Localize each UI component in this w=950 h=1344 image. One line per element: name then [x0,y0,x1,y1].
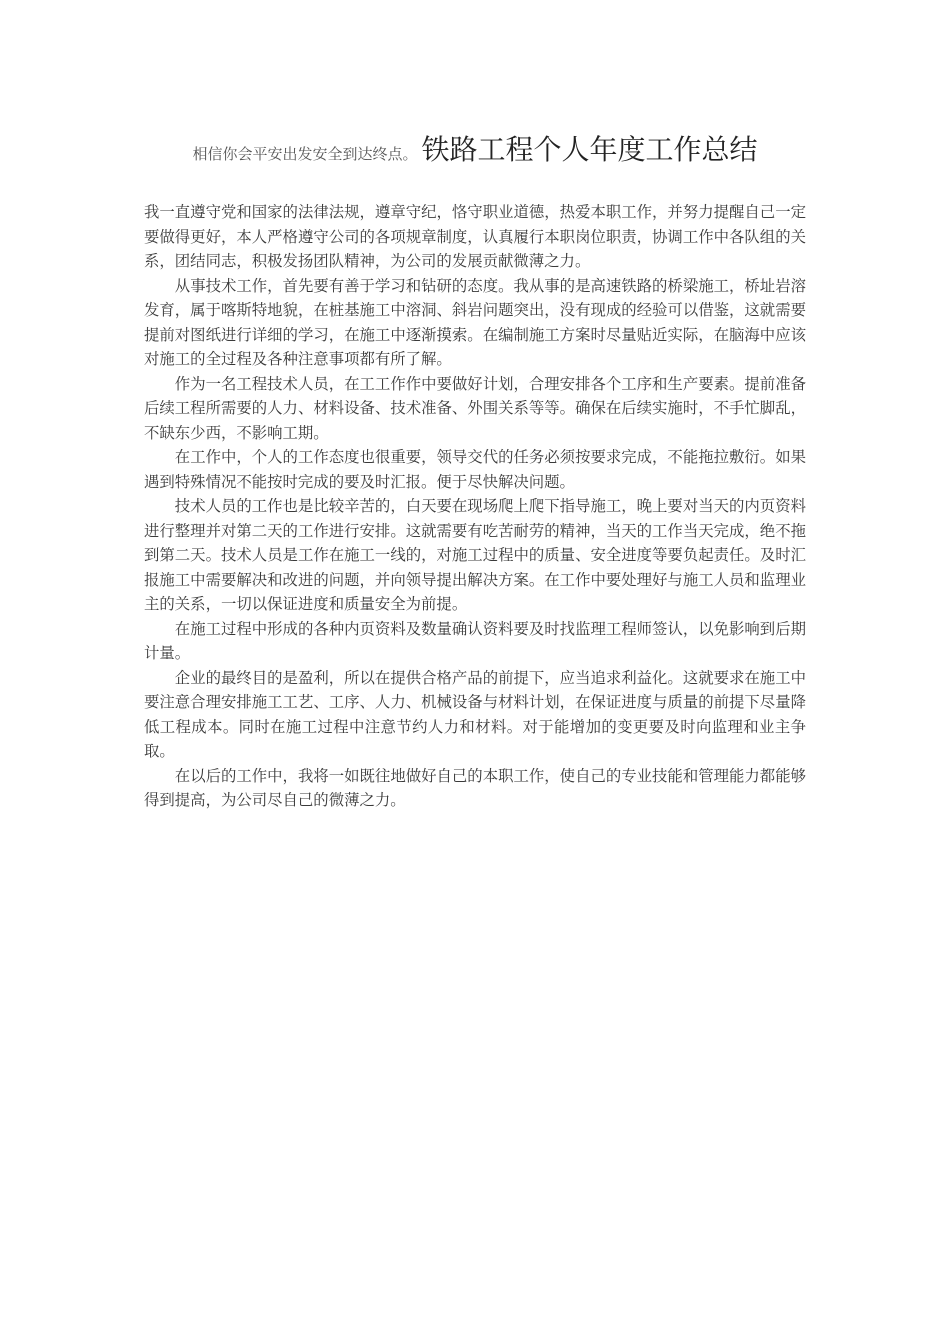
document-body [144,200,806,813]
paragraph-3: 作为一名工程技术人员，在工工作作中要做好计划，合理安排各个工序和生产要素。提前准备后续工程所需要的人力、材料设备、技术准备、外围关系等等。确保在后续实施时，不手忙脚乱，不缺东少西，不影响工期。 [144,374,806,442]
title-row [0,128,950,168]
paragraph-6: 在施工过程中形成的各种内页资料及数量确认资料要及时找监理工程师签认，以免影响到后期计量。 [144,619,806,662]
paragraph-7: 企业的最终目的是盈利，所以在提供合格产品的前提下，应当追求利益化。这就要求在施工中要注意合理安排施工工艺、工序、人力、机械设备与材料计划，在保证进度与质量的前提下尽量降低工程成本。同时在施工过程中注意节约人力和材料。对于能增加的变更要及时向监理和业主争取。 [144,668,806,760]
paragraph-8: 在以后的工作中，我将一如既往地做好自己的本职工作，使自己的专业技能和管理能力都能够得到提高，为公司尽自己的微薄之力。 [144,766,806,809]
paragraph-1: 我一直遵守党和国家的法律法规，遵章守纪，恪守职业道德，热爱本职工作，并努力提醒自己一定要做得更好，本人严格遵守公司的各项规章制度，认真履行本职岗位职责，协调工作中各队组的关系，团结同志，积极发扬团队精神，为公司的发展贡献微薄之力。 [144,203,806,270]
paragraph-2: 从事技术工作，首先要有善于学习和钻研的态度。我从事的是高速铁路的桥梁施工，桥址岩溶发育，属于喀斯特地貌，在桩基施工中溶洞、斜岩问题突出，没有现成的经验可以借鉴，这就需要提前对图纸进行详细的学习，在施工中逐渐摸索。在编制施工方案时尽量贴近实际，在脑海中应该对施工的全过程及各种注意事项都有所了解。 [144,276,806,368]
paragraph-4: 在工作中，个人的工作态度也很重要，领导交代的任务必须按要求完成，不能拖拉敷衍。如果遇到特殊情况不能按时完成的要及时汇报。便于尽快解决问题。 [144,448,806,491]
page-subtitle: 相信你会平安出发安全到达终点。 [192,145,418,163]
paragraph-5: 技术人员的工作也是比较辛苦的，白天要在现场爬上爬下指导施工，晚上要对当天的内页资料进行整理并对第二天的工作进行安排。这就需要有吃苦耐劳的精神，当天的工作当天完成，绝不拖到第二天。技术人员是工作在施工一线的，对施工过程中的质量、安全进度等要负起责任。及时汇报施工中需要解决和改进的问题，并向领导提出解决方案。在工作中要处理好与施工人员和监理业主的关系，一切以保证进度和质量安全为前提。 [144,497,806,613]
page-title: 铁路工程个人年度工作总结 [421,133,758,166]
